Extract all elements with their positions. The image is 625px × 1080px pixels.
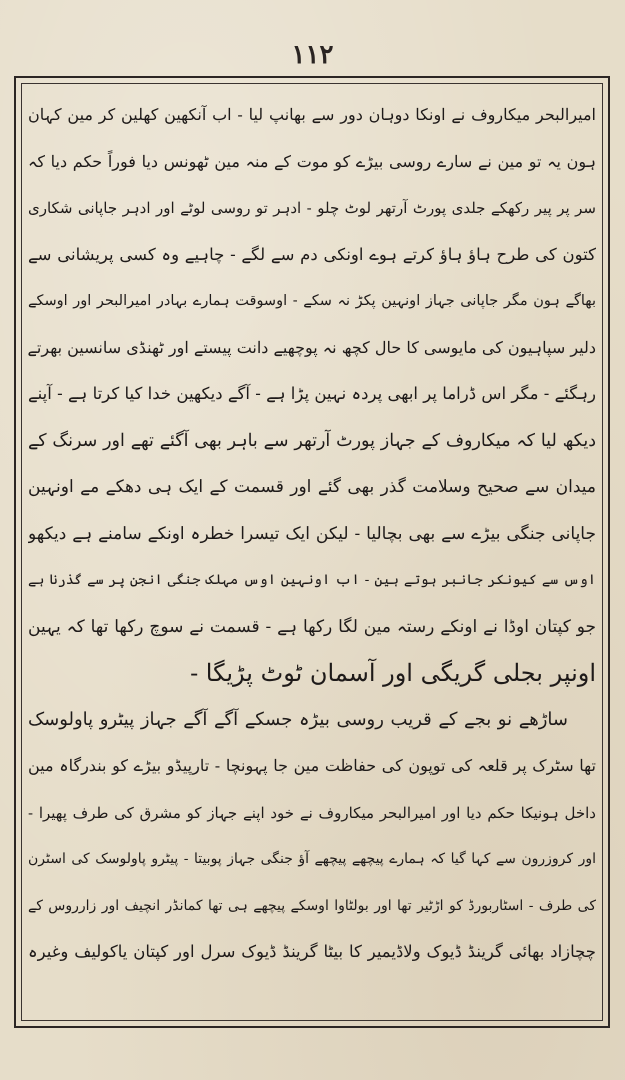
body-text <box>28 92 596 1014</box>
text-line: بھاگے ہون مگر جاپانی جہاز اونہین پکڑ نہ سکے - اوسوقت ہمارے بہادر امیرالبحر اور اوسکے <box>28 293 596 309</box>
page-number: ١١٢ <box>291 40 334 70</box>
text-line: کی طرف - اسٹاربورڈ کو اڑٹیر تھا اور بولٹاوا اوسکے پیچھے ہی تھا کمانڈر انچیف اور زارروس کے <box>28 897 596 914</box>
text-line: کتون کی طرح ہاؤ ہاؤ کرتے ہوے اونکی دم سے لگے - چاہیے وہ کسی پریشانی سے <box>28 244 596 264</box>
text-line: ہون یہ تو مین نے سارے روسی بیڑے کو موت کے منہ مین ٹھونس دیا فوراً حکم دیا کہ <box>28 151 596 171</box>
text-line: اوس سے کیونکر جانبر ہوتے ہین - اب اونہین اوس مہلک جنگی انجن پر سے گذرنا ہے <box>28 572 596 588</box>
text-line: چچازاد بھائی گرینڈ ڈیوک ولاڈیمیر کا بیٹا گرینڈ ڈیوک سرل اور کپتان یاکولیف وغیرہ <box>28 942 596 961</box>
text-line: جاپانی جنگی بیڑے سے بھی بچالیا - لیکن ایک تیسرا خطرہ اونکے سامنے ہے دیکھو <box>28 523 596 544</box>
text-line: ساڑھے نو بجے کے قریب روسی بیڑہ جسکے آگے آگے جہاز پیٹرو پاولوسک <box>28 708 568 730</box>
text-line: میدان سے صحیح وسلامت گذر بھی گئے اور قسمت کے ایک ہی دھکے مے اونہین <box>28 477 596 497</box>
text-line: دلیر سپاہیون کی مایوسی کا حال کچھ نہ پوچھیے دانت پیستے اور ٹھنڈی سانسین بھرتے <box>28 337 596 357</box>
text-line: داخل ہونیکا حکم دیا اور امیرالبحر میکاروف نے خود اپنے جہاز کو مشرق کی طرف پھیرا - <box>28 803 596 822</box>
text-line: اونپر بجلی گریگی اور آسمان ٹوٹ پڑیگا - <box>190 659 596 687</box>
text-line: امیرالبحر میکاروف نے اونکا دوہان دور سے بھانپ لیا - اب آنکھین کھلین کر مین کہان <box>28 105 596 124</box>
text-line: اور کروزرون سے کہا گیا کہ ہمارے پیچھے پیچھے آؤ جنگی جہاز پوبیتا - پیٹرو پاولوسک کی اسٹرن <box>28 851 596 867</box>
text-line: جو کپتان اوڈا نے اونکے رستہ مین لگا رکھا ہے - قسمت نے سوچ رکھا تھا کہ یہین <box>28 616 596 637</box>
text-line: رہگئے - مگر اس ڈراما پر ابھی پردہ نہین پڑا ہے - آگے دیکھین خدا کیا کرتا ہے - آپنے <box>28 384 596 403</box>
text-line: دیکھ لیا کہ میکاروف کے جہاز پورٹ آرتھر سے باہر بھی آگئے تھے اور سرنگ کے <box>28 430 596 451</box>
text-line: سر پر پیر رکھکے جلدی پورٹ آرتھر لوٹ چلو - ادہر تو روسی لوٹے اور ادہر جاپانی شکاری <box>28 199 596 217</box>
text-line: تھا سٹرک پر قلعہ کی توپون کی حفاظت مین جا پہونچا - تارپیڈو بیڑے کو بندرگاہ مین <box>28 756 596 775</box>
